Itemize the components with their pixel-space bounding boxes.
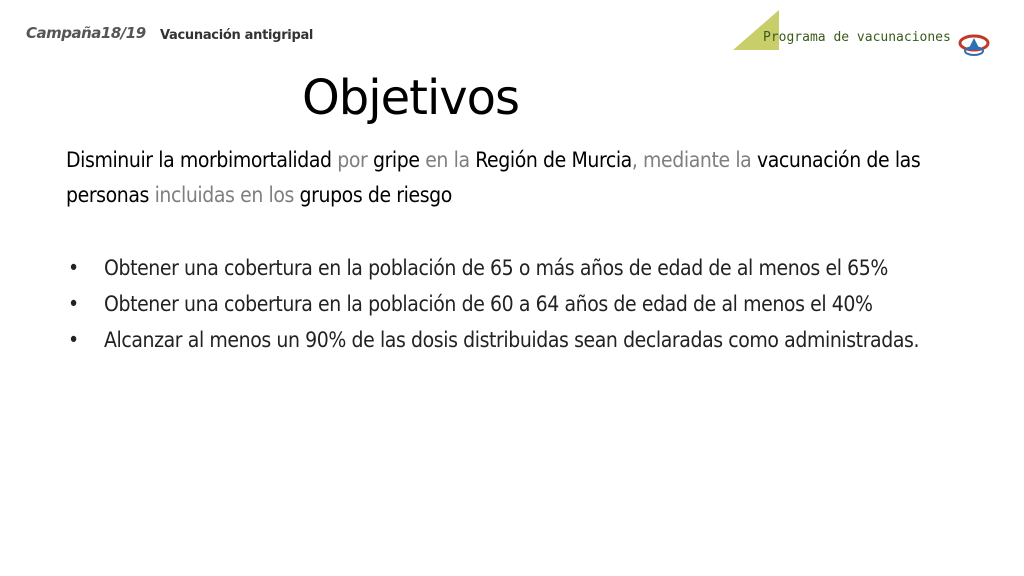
intro-paragraph [66,143,966,213]
page-title: Objetivos [302,70,520,126]
objective-item [66,322,1006,358]
objectives-list [66,250,1006,358]
bullet-icon: • [68,292,79,316]
objective-text: Alcanzar al menos un 90% de las dosis distribuidas sean declaradas como administradas. [104,328,920,352]
objective-item [66,250,1006,286]
intro-connector-text: en la [419,148,476,172]
intro-connector-text: por [331,148,373,172]
intro-key-text: vacunación de las personas [66,148,921,207]
objective-text: Obtener una cobertura en la población de 60 a 64 años de edad de al menos el 40% [104,292,873,316]
program-label: Programa de vacunaciones [763,30,951,45]
intro-key-text: grupos de riesgo [299,183,452,207]
intro-key-text: Región de Murcia [475,148,632,172]
intro-key-text: Disminuir la morbimortalidad [66,148,332,172]
bullet-icon: • [68,256,79,280]
campaign-label: Campaña18/19 [26,24,146,42]
bullet-icon: • [68,328,79,352]
objective-item [66,286,1006,322]
intro-connector-text: , mediante la [631,148,757,172]
program-emblem-icon [957,32,991,58]
program-logo [733,10,995,58]
objective-text: Obtener una cobertura en la población de 65 o más años de edad de al menos el 65% [104,256,888,280]
intro-connector-text: incluidas en los [148,183,300,207]
topic-label: Vacunación antigripal [160,28,314,43]
intro-key-text: gripe [372,148,420,172]
